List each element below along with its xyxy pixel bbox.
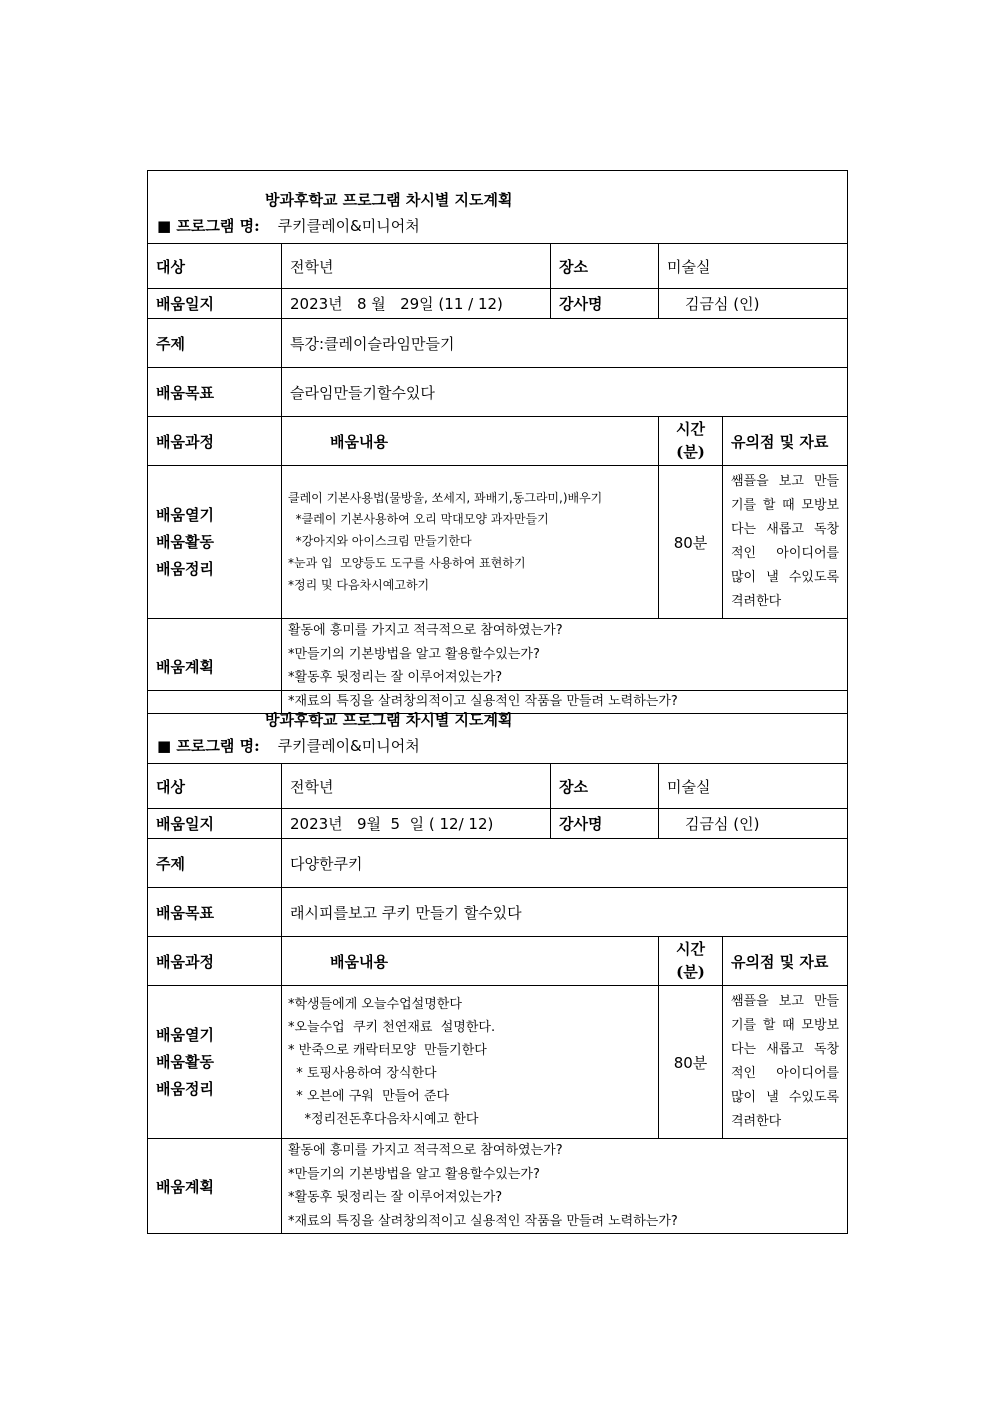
topic-value: 다양한쿠키 <box>282 839 848 888</box>
program-value: 쿠키클레이&미니어처 <box>277 737 420 755</box>
stages <box>148 986 282 1139</box>
date-value: 2023년 9월 5 일 ( 12/ 12) <box>282 809 551 839</box>
topic-label: 주제 <box>148 319 282 368</box>
notes-value: 쌤플을 보고 만들기를 할 때 모방보다는 새롭고 독창적인 아이디어를 많이 낼 수있도록 격려한다 <box>723 466 848 619</box>
time-header <box>659 417 723 466</box>
place-label: 장소 <box>551 764 659 809</box>
evaluation-item: *재료의 특징을 살려창의적이고 실용적인 작품을 만들려 노력하는가? <box>288 1213 678 1229</box>
time-header-line1: 시간 <box>676 940 705 958</box>
evaluation-item: *재료의 특징을 살려창의적이고 실용적인 작품을 만들려 노력하는가? <box>288 693 678 709</box>
stage-activity: 배움활동 <box>156 1052 214 1071</box>
program-value: 쿠키클레이&미니어처 <box>277 217 420 235</box>
content-item: *강아지와 아이스크림 만들기한다 <box>288 534 472 548</box>
evaluation-item: 활동에 흥미를 가지고 적극적으로 참여하였는가? <box>288 1143 563 1158</box>
plan-title: 방과후학교 프로그램 차시별 지도계획 <box>265 711 513 729</box>
content-list <box>282 986 659 1139</box>
instructor-value: 김금심 (인) <box>659 289 848 319</box>
program-label: ■ 프로그램 명: <box>157 737 260 755</box>
stage-wrapup: 배움정리 <box>156 559 214 578</box>
instructor-label: 강사명 <box>551 809 659 839</box>
place-label: 장소 <box>551 244 659 289</box>
notes-header: 유의점 및 자료 <box>723 937 848 986</box>
target-value: 전학년 <box>282 764 551 809</box>
topic-label: 주제 <box>148 839 282 888</box>
target-label: 대상 <box>148 764 282 809</box>
time-header-line2: (분) <box>676 443 705 461</box>
stage-open: 배움열기 <box>156 1025 214 1044</box>
plan-table <box>147 690 848 1234</box>
goal-label: 배움목표 <box>148 368 282 417</box>
content-header: 배움내용 <box>282 417 659 466</box>
program-label: ■ 프로그램 명: <box>157 217 260 235</box>
evaluation-item: *활동후 뒷정리는 잘 이루어져있는가? <box>288 670 503 685</box>
target-label: 대상 <box>148 244 282 289</box>
content-item: * 오븐에 구워 만들어 준다 <box>288 1089 450 1104</box>
place-value: 미술실 <box>659 764 848 809</box>
place-value: 미술실 <box>659 244 848 289</box>
program-name-line <box>148 209 847 237</box>
content-item: 클레이 기본사용법(물방울, 쏘세지, 꽈배기,동그라미,)배우기 <box>288 491 603 505</box>
plan-label: 배움계획 <box>148 619 282 714</box>
date-value: 2023년 8 월 29일 (11 / 12) <box>282 289 551 319</box>
time-header <box>659 937 723 986</box>
process-label: 배움과정 <box>148 937 282 986</box>
date-label: 배움일지 <box>148 289 282 319</box>
plan-header <box>148 691 848 764</box>
goal-value: 슬라임만들기할수있다 <box>282 368 848 417</box>
stages <box>148 466 282 619</box>
lesson-plan-2 <box>147 690 847 1234</box>
time-value: 80분 <box>659 466 723 619</box>
goal-label: 배움목표 <box>148 888 282 937</box>
stage-activity: 배움활동 <box>156 532 214 551</box>
instructor-label: 강사명 <box>551 289 659 319</box>
lesson-plan-1 <box>147 170 847 714</box>
notes-header: 유의점 및 자료 <box>723 417 848 466</box>
goal-value: 래시피를보고 쿠키 만들기 할수있다 <box>282 888 848 937</box>
content-item: *오늘수업 쿠키 천연재료 설명한다. <box>288 1020 496 1035</box>
content-item: *정리전돈후다음차시예고 한다 <box>288 1112 479 1127</box>
content-item: *눈과 입 모양등도 도구를 사용하여 표현하기 <box>288 556 526 570</box>
date-label: 배움일지 <box>148 809 282 839</box>
plan-title: 방과후학교 프로그램 차시별 지도계획 <box>265 191 513 209</box>
content-item: *클레이 기본사용하여 오리 막대모양 과자만들기 <box>288 512 549 526</box>
plan-label: 배움계획 <box>148 1139 282 1234</box>
evaluation-item: *만들기의 기본방법을 알고 활용할수있는가? <box>288 1166 540 1182</box>
evaluation-list <box>282 1139 848 1234</box>
content-header: 배움내용 <box>282 937 659 986</box>
time-value: 80분 <box>659 986 723 1139</box>
evaluation-item: *만들기의 기본방법을 알고 활용할수있는가? <box>288 646 540 662</box>
plan-table <box>147 170 848 714</box>
content-list <box>282 466 659 619</box>
time-header-line1: 시간 <box>676 420 705 438</box>
evaluation-item: 활동에 흥미를 가지고 적극적으로 참여하였는가? <box>288 623 563 638</box>
evaluation-item: *활동후 뒷정리는 잘 이루어져있는가? <box>288 1190 503 1205</box>
plan-header <box>148 171 848 244</box>
target-value: 전학년 <box>282 244 551 289</box>
stage-wrapup: 배움정리 <box>156 1079 214 1098</box>
content-item: * 토핑사용하여 장식한다 <box>288 1066 437 1081</box>
program-name-line <box>148 729 847 757</box>
topic-value: 특강:클레이슬라임만들기 <box>282 319 848 368</box>
notes-value: 쌤플을 보고 만들기를 할 때 모방보다는 새롭고 독창적인 아이디어를 많이 낼 수있도록 격려한다 <box>723 986 848 1139</box>
process-label: 배움과정 <box>148 417 282 466</box>
stage-open: 배움열기 <box>156 505 214 524</box>
content-item: *정리 및 다음차시예고하기 <box>288 578 430 592</box>
instructor-value: 김금심 (인) <box>659 809 848 839</box>
content-item: *학생들에게 오늘수업설명한다 <box>288 997 462 1012</box>
content-item: * 반죽으로 캐락터모양 만들기한다 <box>288 1043 487 1058</box>
time-header-line2: (분) <box>676 963 705 981</box>
